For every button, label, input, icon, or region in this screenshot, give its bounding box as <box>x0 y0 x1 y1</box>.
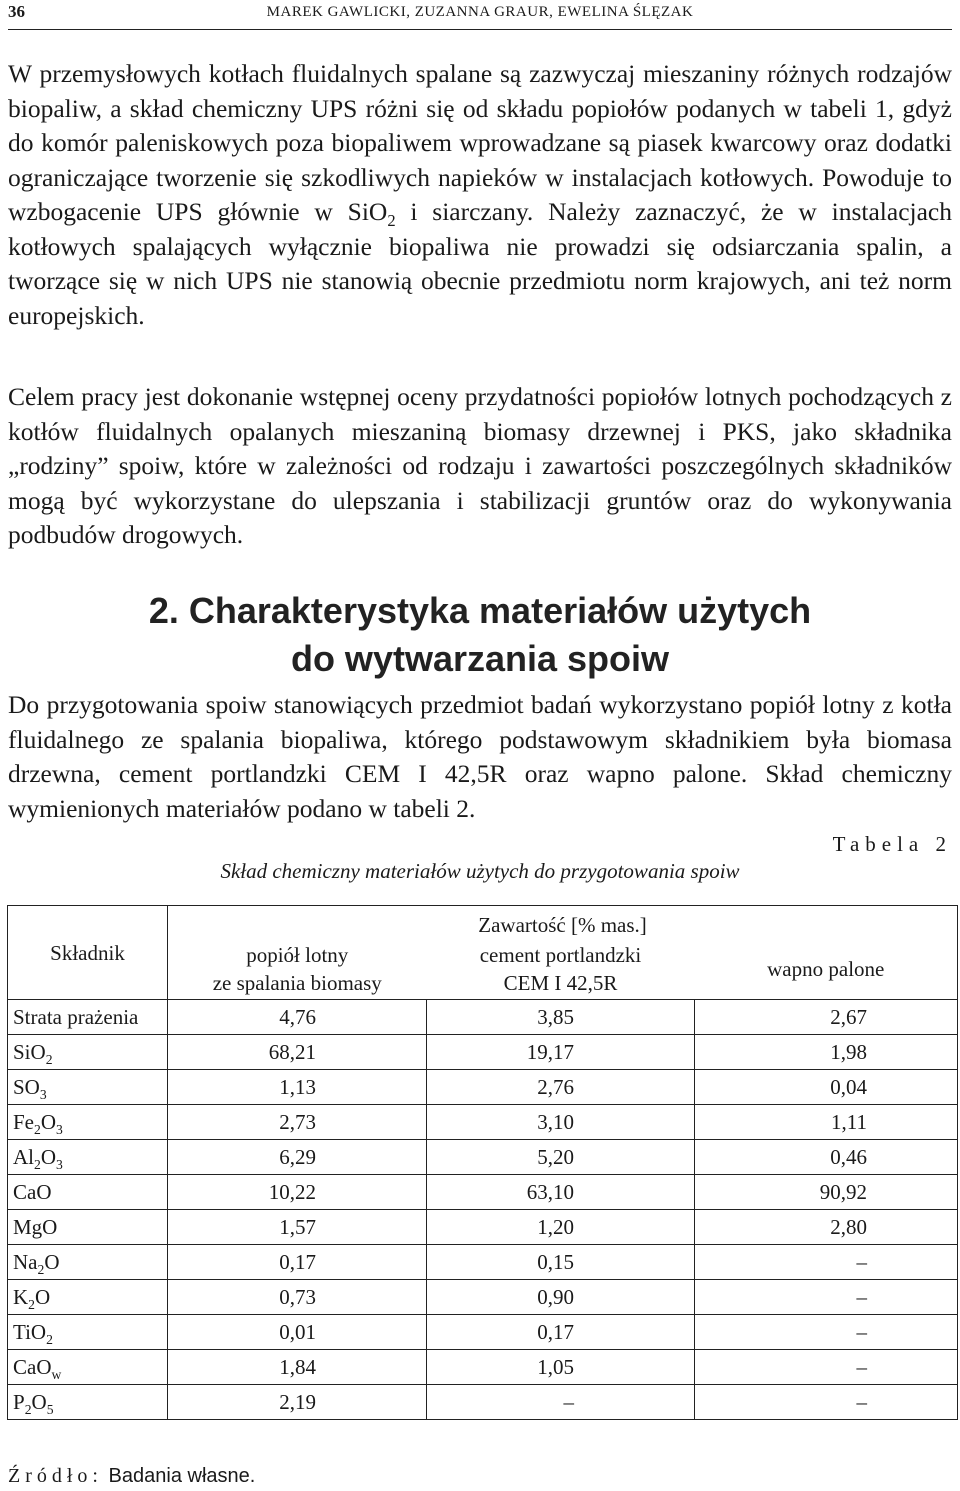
value-cell-v3: – <box>695 1350 958 1385</box>
value-cell-v1: 2,19 <box>168 1385 427 1420</box>
table-row <box>8 1035 958 1070</box>
header-component: Składnik <box>8 906 168 1000</box>
header-lime: wapno palone <box>695 940 958 1000</box>
source-text: Badania własne. <box>103 1465 256 1487</box>
value-cell-v2: 2,76 <box>427 1070 695 1105</box>
value-cell-v2: 0,15 <box>427 1245 695 1280</box>
table-row <box>8 1210 958 1245</box>
header-cement <box>427 940 695 1000</box>
value-cell-v3: 2,80 <box>695 1210 958 1245</box>
component-name-cell: $SO_3$ <box>8 1070 168 1105</box>
value-cell-v3: – <box>695 1315 958 1350</box>
header-fly-ash-line-1: popiół lotny <box>246 943 349 968</box>
component-name-cell: $K_2O$ <box>8 1280 168 1315</box>
table-label: Tabela 2 <box>832 832 952 856</box>
value-cell-v3: 0,46 <box>695 1140 958 1175</box>
component-name-cell: SiO$_2$ <box>8 1035 168 1070</box>
table-row <box>8 1140 958 1175</box>
running-header <box>8 0 952 28</box>
value-cell-v1: 1,13 <box>168 1070 427 1105</box>
value-cell-v1: 6,29 <box>168 1140 427 1175</box>
table-row <box>8 1245 958 1280</box>
table-row <box>8 1385 958 1420</box>
header-cement-line-2: CEM I 42,5R <box>503 971 618 996</box>
value-cell-v2: 3,85 <box>427 1000 695 1035</box>
header-rule <box>8 29 952 30</box>
paragraph-3: Do przygotowania spoiw stanowiących przedmiot badań wykorzystano popiół lotny z kotła fluidalnego ze spalania biopaliwa, którego podstawowym składnikiem była biomasa drzewna, cement portlandzki CEM I 42,5R oraz wapno palone. Skład chemiczny wymienionych materiałów podano w tabeli 2. <box>8 690 952 823</box>
paragraph-1-text-b: i siarczany. Należy zaznaczyć, że w instalacjach kotłowych spalających wyłącznie biopaliwa nie prowadzi się odsiarczania spalin, a tworzące się w nich UPS nie stanowią obecnie przedmiotu norm krajowych, ani też norm europejskich. <box>8 197 952 330</box>
value-cell-v3: 2,67 <box>695 1000 958 1035</box>
component-name-cell: TiO$_2$ <box>8 1315 168 1350</box>
table-row <box>8 1070 958 1105</box>
value-cell-v3: – <box>695 1280 958 1315</box>
table-caption: Skład chemiczny materiałów użytych do przygotowania spoiw <box>220 859 740 883</box>
value-cell-v2: 1,20 <box>427 1210 695 1245</box>
value-cell-v3: 0,04 <box>695 1070 958 1105</box>
value-cell-v2: 0,90 <box>427 1280 695 1315</box>
table-row <box>8 1175 958 1210</box>
value-cell-v1: 1,84 <box>168 1350 427 1385</box>
value-cell-v1: 0,17 <box>168 1245 427 1280</box>
component-name-cell: $P_2O_5$ <box>8 1385 168 1420</box>
component-name-cell: $Na_2O$ <box>8 1245 168 1280</box>
source-note <box>8 1465 255 1488</box>
table-row <box>8 1105 958 1140</box>
value-cell-v1: 0,01 <box>168 1315 427 1350</box>
value-cell-v3: 90,92 <box>695 1175 958 1210</box>
value-cell-v1: 68,21 <box>168 1035 427 1070</box>
value-cell-v1: 2,73 <box>168 1105 427 1140</box>
composition-table <box>7 905 958 1420</box>
value-cell-v2: 1,05 <box>427 1350 695 1385</box>
value-cell-v2: 63,10 <box>427 1175 695 1210</box>
value-cell-v1: 4,76 <box>168 1000 427 1035</box>
header-fly-ash-line-2: ze spalania biomasy <box>212 971 382 996</box>
component-name-cell: Strata prażenia <box>8 1000 168 1035</box>
value-cell-v2: – <box>427 1385 695 1420</box>
value-cell-v1: 10,22 <box>168 1175 427 1210</box>
component-name-cell: MgO <box>8 1210 168 1245</box>
value-cell-v3: 1,98 <box>695 1035 958 1070</box>
component-name-cell: $Fe_2O_3$ <box>8 1105 168 1140</box>
paragraph-1-text-a: W przemysłowych kotłach fluidalnych spalane są zazwyczaj mieszaniny różnych rodzajów biopaliw, a skład chemiczny UPS różni się od składu popiołów podanych w tabeli 1, gdyż do komór paleniskowych poza biopaliwem wprowadzane są piasek kwarcowy oraz dodatki ograniczające tworzenie się szkodliwych napieków w instalacjach kotłowych. Powoduje to wzbogacenie UPS głównie w SiO <box>8 59 952 226</box>
table-row <box>8 1000 958 1035</box>
value-cell-v2: 5,20 <box>427 1140 695 1175</box>
value-cell-v3: – <box>695 1385 958 1420</box>
section-heading-line-2: do wytwarzania spoiw <box>290 638 670 679</box>
header-cement-line-1: cement portlandzki <box>479 943 642 968</box>
component-name-cell: CaO$_w$ <box>8 1350 168 1385</box>
value-cell-v1: 0,73 <box>168 1280 427 1315</box>
section-heading <box>0 587 960 683</box>
component-name-cell: $Al_2O_3$ <box>8 1140 168 1175</box>
header-content-group: Zawartość [% mas.] <box>168 906 958 940</box>
paragraph-1 <box>8 57 952 333</box>
paragraph-1-subscript: 2 <box>387 210 396 230</box>
header-fly-ash <box>168 940 427 1000</box>
value-cell-v1: 1,57 <box>168 1210 427 1245</box>
value-cell-v2: 0,17 <box>427 1315 695 1350</box>
value-cell-v3: 1,11 <box>695 1105 958 1140</box>
source-label: Źródło: <box>8 1465 103 1487</box>
value-cell-v2: 19,17 <box>427 1035 695 1070</box>
table-row <box>8 1350 958 1385</box>
table-row <box>8 1315 958 1350</box>
running-header-authors: MAREK GAWLICKI, ZUZANNA GRAUR, EWELINA ŚLĘZAK <box>266 4 694 20</box>
value-cell-v3: – <box>695 1245 958 1280</box>
paragraph-2: Celem pracy jest dokonanie wstępnej oceny przydatności popiołów lotnych pochodzących z kotłów fluidalnych opalanych mieszaniną biomasy drzewnej i PKS, jako składnika „rodziny” spoiw, które w zależności od rodzaju i zawartości poszczególnych składników mogą być wykorzystane do ulepszania i stabilizacji gruntów oraz do wykonywania podbudów drogowych. <box>8 382 952 549</box>
page-number: 36 <box>8 2 25 21</box>
table-body <box>8 1000 958 1420</box>
section-heading-line-1: 2. Charakterystyka materiałów użytych <box>148 590 812 631</box>
value-cell-v2: 3,10 <box>427 1105 695 1140</box>
table-row <box>8 1280 958 1315</box>
component-name-cell: CaO <box>8 1175 168 1210</box>
